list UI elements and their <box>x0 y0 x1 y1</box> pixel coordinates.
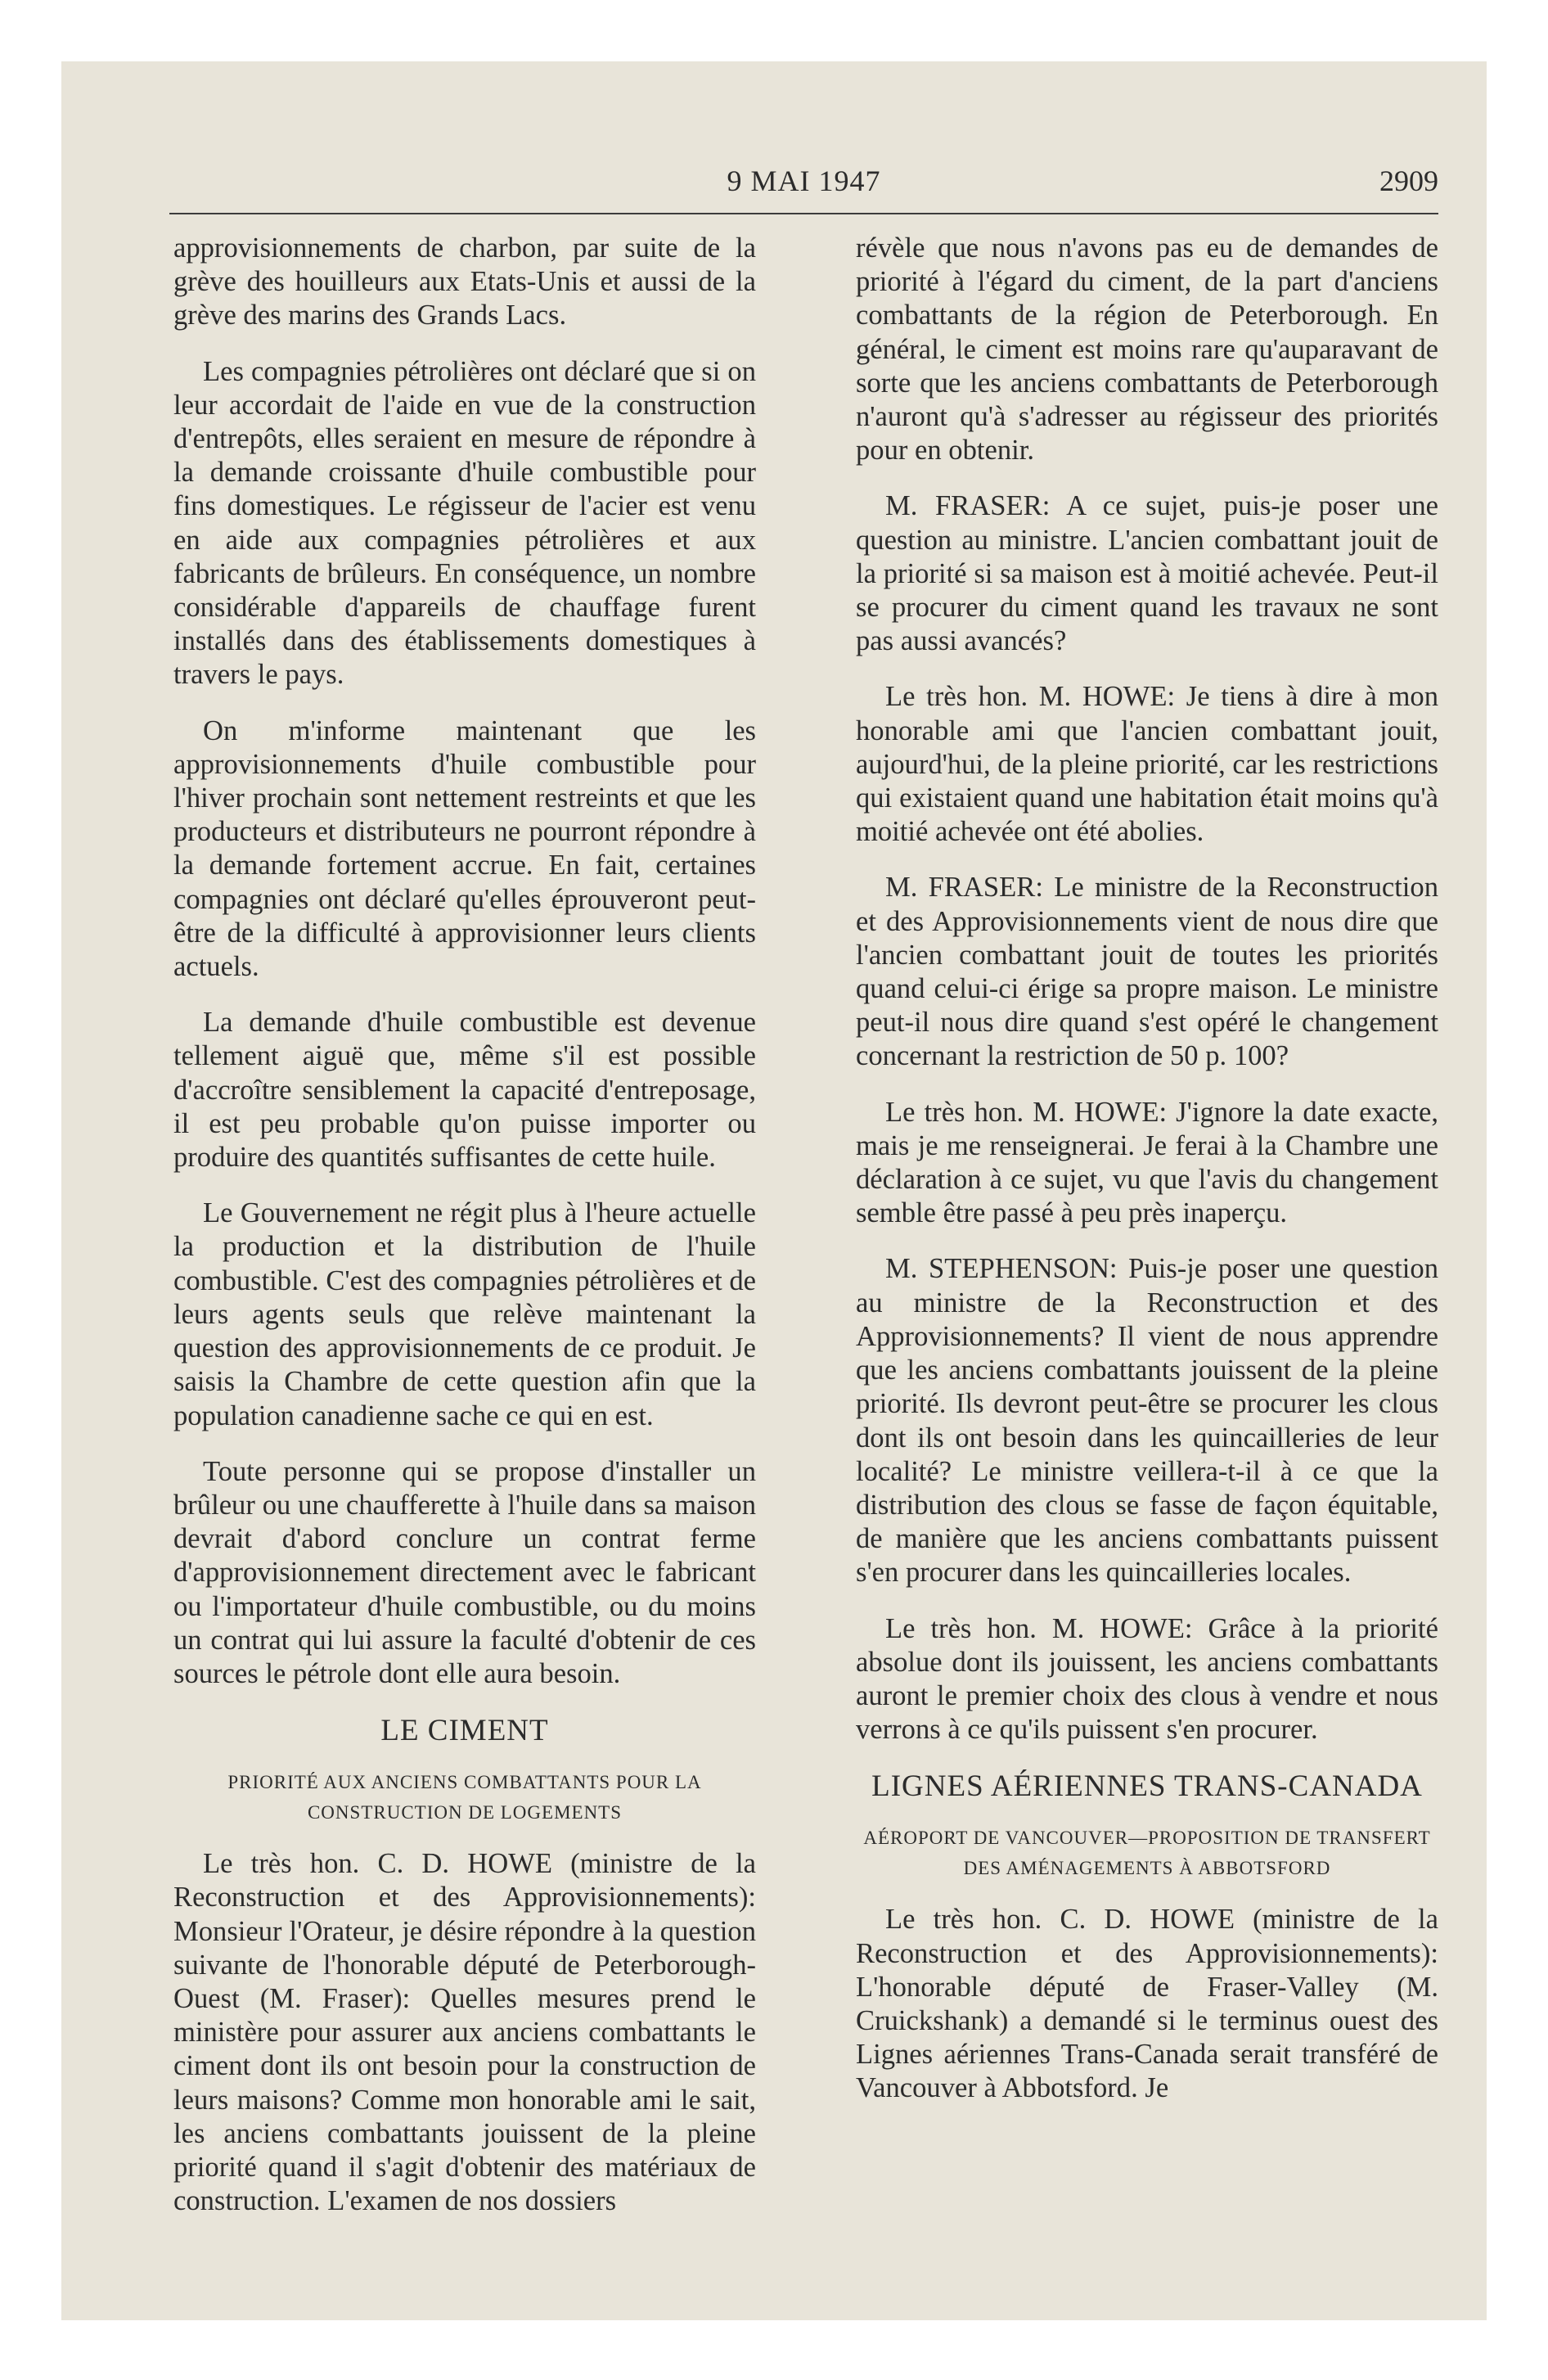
page-header <box>169 164 1438 214</box>
section-subheading: PRIORITÉ AUX ANCIENS COMBATTANTS POUR LA CONSTRUCTION DE LOGEMENTS <box>227 1772 702 1823</box>
section-heading: LIGNES AÉRIENNES TRANS-CANADA <box>871 1769 1423 1804</box>
paragraph: On m'informe maintenant que les approvisionnements d'huile combustible pour l'hiver prochain sont nettement restreints et que les producteurs et distributeurs ne pourront répondre à la demande fortement accrue. En fait, certaines compagnies ont déclaré qu'elles éprouveront peut-être de la difficulté à approvisionner leurs clients actuels. <box>173 714 756 983</box>
right-column <box>856 232 1438 2128</box>
paragraph: Le très hon. C. D. HOWE (ministre de la Reconstruction et des Approvisionnements): L'honorable député de Fraser-Valley (M. Cruickshank) a demandé si le terminus ouest des Lignes aériennes Trans-Canada serait transféré de Vancouver à Abbotsford. Je <box>856 1904 1438 2104</box>
paragraph: Les compagnies pétrolières ont déclaré que si on leur accordait de l'aide en vue de la construction d'entrepôts, elles seraient en mesure de répondre à la demande croissante d'huile combustible pour fins domestiques. Le régisseur de l'acier est venu en aide aux compagnies pétrolières et aux fabricants de brûleurs. En conséquence, un nombre considérable d'appareils de chauffage furent installés dans des établissements domestiques à travers le pays. <box>173 355 756 691</box>
paragraph: M. FRASER: A ce sujet, puis-je poser une question au ministre. L'ancien combattant jouit de la priorité si sa maison est à moitié achevée. Peut-il se procurer du ciment quand les travaux ne sont pas aussi avancés? <box>856 490 1438 657</box>
paragraph: Le très hon. M. HOWE: Je tiens à dire à mon honorable ami que l'ancien combattant jouit, aujourd'hui, de la pleine priorité, car les restrictions qui existaient quand une habitation était moins qu'à moitié achevée ont été abolies. <box>856 681 1438 848</box>
paragraph: approvisionnements de charbon, par suite de la grève des houilleurs aux Etats-Unis et aussi de la grève des marins des Grands Lacs. <box>173 232 756 331</box>
paragraph: Le très hon. C. D. HOWE (ministre de la Reconstruction et des Approvisionnements): Monsieur l'Orateur, je désire répondre à la question suivante de l'honorable député de Peterborough-Ouest (M. Fraser): Quelles mesures prend le ministère pour assurer aux anciens combattants le ciment dont ils ont besoin pour la construction de leurs maisons? Comme mon honorable ami le sait, les anciens combattants jouissent de la pleine priorité quand il s'agit d'obtenir des matériaux de construction. L'examen de nos dossiers <box>173 1848 756 2217</box>
paragraph: Toute personne qui se propose d'installer un brûleur ou une chaufferette à l'huile dans sa maison devrait d'abord conclure un contrat ferme d'approvisionnement directement avec le fabricant ou l'importateur d'huile combustible, ou du moins un contrat qui lui assure la faculté d'obtenir de ces sources le pétrole dont elle aura besoin. <box>173 1455 756 1689</box>
paragraph: Le Gouvernement ne régit plus à l'heure actuelle la production et la distribution de l'huile combustible. C'est des compagnies pétrolières et de leurs agents seuls que relève maintenant la question des approvisionnements de ce produit. Je saisis la Chambre de cette question afin que la population canadienne sache ce qui en est. <box>173 1197 757 1431</box>
page-date: 9 MAI 1947 <box>727 165 881 197</box>
section-heading: LE CIMENT <box>380 1714 549 1748</box>
paragraph: La demande d'huile combustible est devenue tellement aiguë que, même s'il est possible d'accroître sensiblement la capacité d'entreposage, il est peu probable qu'on puisse importer ou produire des quantités suffisantes de cette huile. <box>173 1007 756 1174</box>
paragraph: M. FRASER: Le ministre de la Reconstruction et des Approvisionnements vient de nous dire que l'ancien combattant jouit de toutes les priorités quand celui-ci érige sa propre maison. Le ministre peut-il nous dire quand s'est opéré le changement concernant la restriction de 50 p. 100? <box>856 872 1438 1072</box>
paragraph: révèle que nous n'avons pas eu de demandes de priorité à l'égard du ciment, de la part d'anciens combattants de la région de Peterborough. En général, le ciment est moins rare qu'auparavant de sorte que les anciens combattants de Peterborough n'auront qu'à s'adresser au régisseur des priorités pour en obtenir. <box>856 232 1438 467</box>
page-number: 2909 <box>1379 165 1438 197</box>
section-subheading: AÉROPORT DE VANCOUVER—PROPOSITION DE TRANSFERT DES AMÉNAGEMENTS À ABBOTSFORD <box>863 1828 1431 1879</box>
paragraph: Le très hon. M. HOWE: Grâce à la priorité absolue dont ils jouissent, les anciens combattants auront le premier choix des clous à vendre et nous verrons à ce qu'ils puissent s'en procurer. <box>856 1612 1438 1746</box>
left-column <box>173 232 756 2240</box>
paragraph: M. STEPHENSON: Puis-je poser une question au ministre de la Reconstruction et des Approvisionnements? Il vient de nous apprendre que les anciens combattants jouissent de la pleine priorité. Ils devront peut-être se procurer les clous dont ils ont besoin dans les quincailleries de leur localité? Le ministre veillera-t-il à ce que la distribution des clous se fasse de façon équitable, de manière que les anciens combattants puissent s'en procurer dans les quincailleries locales. <box>856 1253 1438 1589</box>
paragraph: Le très hon. M. HOWE: J'ignore la date exacte, mais je me renseignerai. Je ferai à la Chambre une déclaration à ce sujet, vu que l'avis du changement semble être passé à peu près inaperçu. <box>856 1096 1438 1229</box>
